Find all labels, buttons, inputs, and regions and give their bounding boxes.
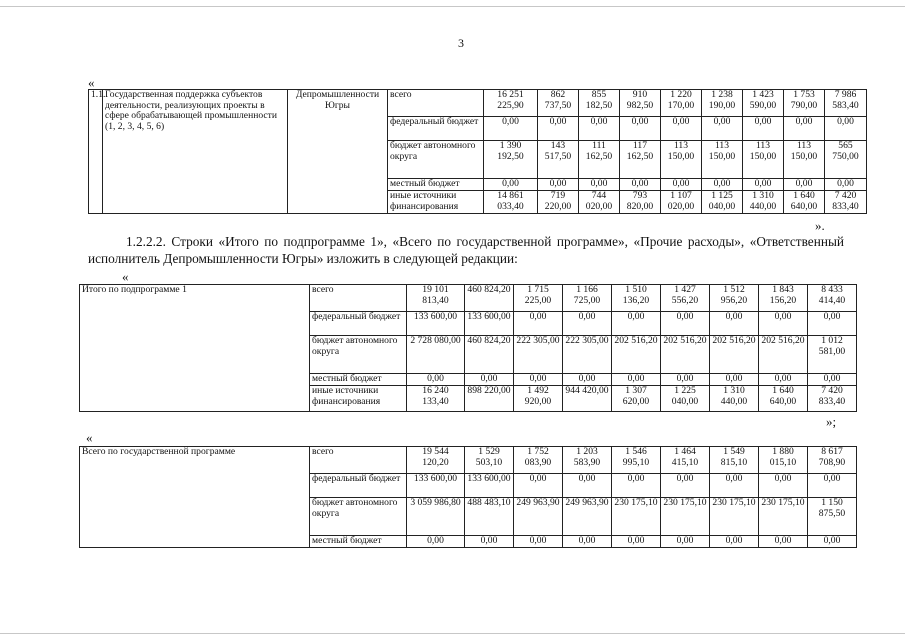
amount-cell: 944 420,00: [563, 386, 612, 412]
amount-cell: 0,00: [612, 474, 661, 498]
amount-cell: 0,00: [784, 117, 825, 141]
amount-cell: 0,00: [661, 179, 702, 191]
amount-cell: 0,00: [808, 474, 857, 498]
amount-cell: 0,00: [702, 179, 743, 191]
amount-cell: 0,00: [620, 117, 661, 141]
program-table-row-1-1: [88, 89, 867, 214]
amount-cell: 0,00: [661, 312, 710, 336]
funding-source: федеральный бюджет: [388, 117, 484, 141]
amount-cell: 0,00: [514, 474, 563, 498]
amount-cell: 0,00: [784, 179, 825, 191]
amount-cell: 0,00: [563, 536, 612, 548]
amount-cell: 1 390 192,50: [484, 141, 538, 179]
funding-source: бюджет автономного округа: [310, 336, 407, 374]
amount-cell: 1 464 415,10: [661, 447, 710, 474]
amount-cell: 793 820,00: [620, 191, 661, 214]
subprogram-total-table: [79, 284, 857, 412]
amount-cell: 133 600,00: [407, 474, 465, 498]
amount-cell: 862 737,50: [538, 90, 579, 117]
amount-cell: 744 020,00: [579, 191, 620, 214]
amount-cell: 19 544 120,20: [407, 447, 465, 474]
amount-cell: 1 753 790,00: [784, 90, 825, 117]
amount-cell: 0,00: [808, 312, 857, 336]
funding-source: местный бюджет: [310, 536, 407, 548]
amount-cell: 16 240 133,40: [407, 386, 465, 412]
amount-cell: 0,00: [465, 536, 514, 548]
amount-cell: 19 101 813,40: [407, 285, 465, 312]
amount-cell: 0,00: [538, 117, 579, 141]
amount-cell: 1 529 503,10: [465, 447, 514, 474]
amount-cell: 0,00: [514, 536, 563, 548]
funding-source: бюджет автономного округа: [310, 498, 407, 536]
amount-cell: 1 843 156,20: [759, 285, 808, 312]
amount-cell: 0,00: [563, 474, 612, 498]
amount-cell: 113 150,00: [661, 141, 702, 179]
close-quote-1: ».: [815, 218, 825, 233]
amount-cell: 0,00: [710, 474, 759, 498]
amount-cell: 1 510 136,20: [612, 285, 661, 312]
amount-cell: 565 750,00: [825, 141, 867, 179]
funding-source: федеральный бюджет: [310, 474, 407, 498]
amount-cell: 202 516,20: [612, 336, 661, 374]
amount-cell: 0,00: [514, 312, 563, 336]
amount-cell: 0,00: [808, 374, 857, 386]
amount-cell: 133 600,00: [465, 474, 514, 498]
open-quote: «: [88, 75, 95, 90]
funding-source: местный бюджет: [388, 179, 484, 191]
row-number: 1.1.: [89, 90, 103, 214]
amount-cell: 0,00: [661, 536, 710, 548]
amount-cell: 719 220,00: [538, 191, 579, 214]
funding-source: иные источники финансирования: [310, 386, 407, 412]
amount-cell: 1 715 225,00: [514, 285, 563, 312]
amount-cell: 2 728 080,00: [407, 336, 465, 374]
total-title: Всего по государственной программе: [80, 447, 310, 548]
amount-cell: 0,00: [710, 312, 759, 336]
funding-source: всего: [310, 447, 407, 474]
amount-cell: 3 059 986,80: [407, 498, 465, 536]
executor: Депромышленности Югры: [288, 90, 388, 214]
amount-cell: 1 492 920,00: [514, 386, 563, 412]
program-total-table: [79, 446, 857, 548]
amount-cell: 0,00: [710, 536, 759, 548]
amount-cell: 14 861 033,40: [484, 191, 538, 214]
open-quote-2: «: [122, 269, 129, 284]
amount-cell: 0,00: [710, 374, 759, 386]
table-row: [80, 447, 857, 474]
funding-source: федеральный бюджет: [310, 312, 407, 336]
amount-cell: 113 150,00: [784, 141, 825, 179]
funding-source: всего: [310, 285, 407, 312]
amount-cell: 202 516,20: [759, 336, 808, 374]
open-quote-3: «: [86, 430, 93, 445]
amount-cell: 1 423 590,00: [743, 90, 784, 117]
funding-source: бюджет автономного округа: [388, 141, 484, 179]
funding-source: местный бюджет: [310, 374, 407, 386]
amount-cell: 0,00: [407, 374, 465, 386]
amount-cell: 0,00: [661, 374, 710, 386]
amount-cell: 0,00: [484, 179, 538, 191]
amount-cell: 1 512 956,20: [710, 285, 759, 312]
amount-cell: 7 420 833,40: [825, 191, 867, 214]
amount-cell: 855 182,50: [579, 90, 620, 117]
amount-cell: 0,00: [612, 374, 661, 386]
amount-cell: 111 162,50: [579, 141, 620, 179]
amount-cell: 0,00: [612, 312, 661, 336]
amount-cell: 1 012 581,00: [808, 336, 857, 374]
amount-cell: 0,00: [661, 117, 702, 141]
amount-cell: 1 225 040,00: [661, 386, 710, 412]
amount-cell: 113 150,00: [743, 141, 784, 179]
amount-cell: 8 433 414,40: [808, 285, 857, 312]
amount-cell: 202 516,20: [661, 336, 710, 374]
amount-cell: 230 175,10: [612, 498, 661, 536]
amount-cell: 460 824,20: [465, 336, 514, 374]
amount-cell: 143 517,50: [538, 141, 579, 179]
total-title: Итого по подпрограмме 1: [80, 285, 310, 412]
amount-cell: 16 251 225,90: [484, 90, 538, 117]
amount-cell: 0,00: [702, 117, 743, 141]
close-quote-2: »;: [826, 414, 837, 429]
scan-edge-bottom: [0, 633, 905, 634]
amount-cell: 0,00: [825, 117, 867, 141]
amount-cell: 0,00: [620, 179, 661, 191]
table-row: [89, 90, 867, 117]
instruction-paragraph: 1.2.2.2. Строки «Итого по подпрограмме 1», «Всего по государственной программе», «Прочие расходы», «Ответственный исполнитель Депромышленности Югры» изложить в следующей редакции:: [88, 234, 844, 266]
amount-cell: 1 880 015,10: [759, 447, 808, 474]
amount-cell: 7 986 583,40: [825, 90, 867, 117]
amount-cell: 1 640 640,00: [784, 191, 825, 214]
amount-cell: 0,00: [759, 536, 808, 548]
amount-cell: 133 600,00: [465, 312, 514, 336]
amount-cell: 133 600,00: [407, 312, 465, 336]
amount-cell: 1 107 020,00: [661, 191, 702, 214]
amount-cell: 0,00: [484, 117, 538, 141]
amount-cell: 0,00: [661, 474, 710, 498]
amount-cell: 1 310 440,00: [710, 386, 759, 412]
amount-cell: 460 824,20: [465, 285, 514, 312]
scan-edge-top: [0, 6, 905, 7]
amount-cell: 0,00: [579, 179, 620, 191]
amount-cell: 1 307 620,00: [612, 386, 661, 412]
amount-cell: 1 150 875,50: [808, 498, 857, 536]
page-number: 3: [458, 36, 464, 50]
amount-cell: 1 238 190,00: [702, 90, 743, 117]
amount-cell: 898 220,00: [465, 386, 514, 412]
funding-source: всего: [388, 90, 484, 117]
amount-cell: 1 427 556,20: [661, 285, 710, 312]
amount-cell: 0,00: [743, 179, 784, 191]
amount-cell: 0,00: [612, 536, 661, 548]
funding-source: иные источники финансирования: [388, 191, 484, 214]
amount-cell: 0,00: [825, 179, 867, 191]
amount-cell: 1 203 583,90: [563, 447, 612, 474]
amount-cell: 1 310 440,00: [743, 191, 784, 214]
amount-cell: 910 982,50: [620, 90, 661, 117]
amount-cell: 230 175,10: [759, 498, 808, 536]
amount-cell: 0,00: [743, 117, 784, 141]
amount-cell: 1 752 083,90: [514, 447, 563, 474]
amount-cell: 1 166 725,00: [563, 285, 612, 312]
amount-cell: 222 305,00: [563, 336, 612, 374]
amount-cell: 1 125 040,00: [702, 191, 743, 214]
amount-cell: 0,00: [759, 374, 808, 386]
amount-cell: 0,00: [465, 374, 514, 386]
amount-cell: 222 305,00: [514, 336, 563, 374]
amount-cell: 249 963,90: [514, 498, 563, 536]
amount-cell: 1 640 640,00: [759, 386, 808, 412]
amount-cell: 249 963,90: [563, 498, 612, 536]
amount-cell: 0,00: [514, 374, 563, 386]
amount-cell: 0,00: [407, 536, 465, 548]
amount-cell: 1 546 995,10: [612, 447, 661, 474]
amount-cell: 0,00: [563, 312, 612, 336]
amount-cell: 0,00: [538, 179, 579, 191]
amount-cell: 202 516,20: [710, 336, 759, 374]
amount-cell: 117 162,50: [620, 141, 661, 179]
amount-cell: 0,00: [579, 117, 620, 141]
amount-cell: 7 420 833,40: [808, 386, 857, 412]
amount-cell: 8 617 708,90: [808, 447, 857, 474]
table-row: [80, 285, 857, 312]
amount-cell: 230 175,10: [661, 498, 710, 536]
amount-cell: 0,00: [808, 536, 857, 548]
amount-cell: 113 150,00: [702, 141, 743, 179]
amount-cell: 230 175,10: [710, 498, 759, 536]
measure-name: Государственная поддержка субъектов деятельности, реализующих проекты в сфере обрабатывающей промышленности (1, 2, 3, 4, 5, 6): [103, 90, 288, 214]
amount-cell: 0,00: [759, 312, 808, 336]
amount-cell: 488 483,10: [465, 498, 514, 536]
amount-cell: 0,00: [759, 474, 808, 498]
amount-cell: 0,00: [563, 374, 612, 386]
amount-cell: 1 220 170,00: [661, 90, 702, 117]
amount-cell: 1 549 815,10: [710, 447, 759, 474]
